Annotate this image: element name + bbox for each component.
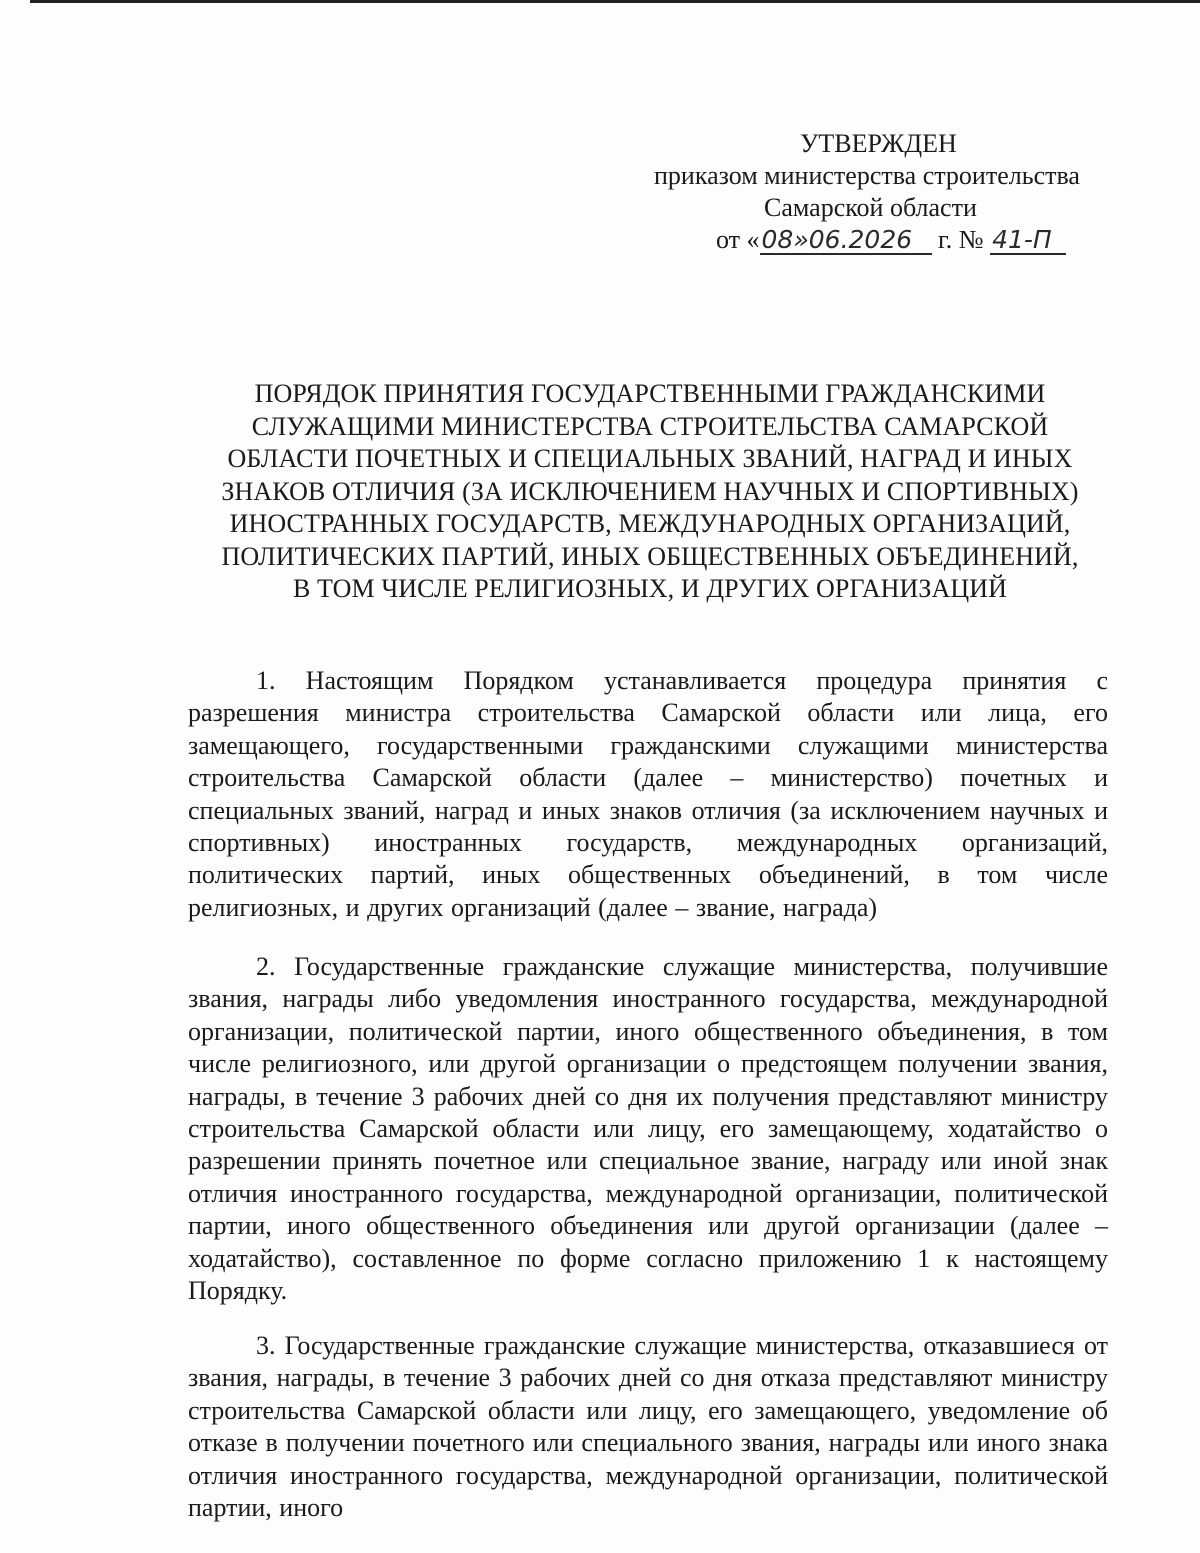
handwritten-date: 08»06.2026	[760, 227, 932, 255]
year-suffix: г. №	[938, 225, 984, 254]
title-line: ПОРЯДОК ПРИНЯТИЯ ГОСУДАРСТВЕННЫМИ ГРАЖДАНСКИМИ	[254, 379, 1046, 408]
order-date-number-line	[640, 224, 1120, 256]
title-line: ПОЛИТИЧЕСКИХ ПАРТИЙ, ИНЫХ ОБЩЕСТВЕННЫХ ОБЪЕДИНЕНИЙ,	[221, 541, 1079, 571]
scan-top-edge	[30, 0, 1200, 3]
title-line: ОБЛАСТИ ПОЧЕТНЫХ И СПЕЦИАЛЬНЫХ ЗВАНИЙ, НАГРАД И ИНЫХ	[227, 444, 1073, 473]
handwritten-order-number: 41-П	[990, 227, 1066, 255]
paragraph-1-block	[188, 665, 1108, 924]
date-prefix: от «	[716, 225, 760, 254]
title-line: СЛУЖАЩИМИ МИНИСТЕРСТВА СТРОИТЕЛЬСТВА САМАРСКОЙ	[251, 411, 1049, 441]
region-line: Самарской области	[764, 193, 977, 222]
approved-label: УТВЕРЖДЕН	[800, 129, 957, 158]
paragraph-3: 3. Государственные гражданские служащие министерства, отказавшиеся от звания, награды, в течение 3 рабочих дней со дня отказа представляют министру строительства Самарской области или лицу, его замещающего, уведомление об отказе в получении почетного или специального звания, награды или иного знака отличия иностранного государства, международной организации, политической партии, иного	[188, 1331, 1108, 1523]
paragraph-2-block	[188, 951, 1108, 1307]
document-title	[190, 378, 1110, 606]
approval-stamp-block	[640, 128, 1120, 256]
title-line: ЗНАКОВ ОТЛИЧИЯ (ЗА ИСКЛЮЧЕНИЕМ НАУЧНЫХ И СПОРТИВНЫХ)	[221, 476, 1079, 506]
paragraph-3-block	[188, 1330, 1108, 1524]
paragraph-2: 2. Государственные гражданские служащие министерства, получившие звания, награды либо уведомления иностранного государства, международной организации, политической партии, иного общественного объединения, в том числе религиозного, или другой организации о предстоящем получении звания, награды, в течение 3 рабочих дней со дня их получения представляют министру строительства Самарской области или лицу, его замещающему, ходатайство о разрешении принять почетное или специальное звание, награду или иной знак отличия иностранного государства, международной организации, политической партии, иного общественного объединения или другой организации (далее – ходатайство), составленное по форме согласно приложению 1 к настоящему Порядку.	[188, 952, 1108, 1306]
title-line: ИНОСТРАННЫХ ГОСУДАРСТВ, МЕЖДУНАРОДНЫХ ОРГАНИЗАЦИЙ,	[229, 509, 1071, 538]
order-line: приказом министерства строительства	[654, 161, 1080, 190]
paragraph-1: 1. Настоящим Порядком устанавливается процедура принятия с разрешения министра строительства Самарской области или лица, его замещающего, государственными гражданскими служащими министерства строительства Самарской области (далее – министерство) почетных и специальных званий, наград и иных знаков отличия (за исключением научных и спортивных) иностранных государств, международных организаций, политических партий, иных общественных объединений, в том числе религиозных, и других организаций (далее – звание, награда)	[188, 666, 1108, 922]
title-line: В ТОМ ЧИСЛЕ РЕЛИГИОЗНЫХ, И ДРУГИХ ОРГАНИЗАЦИЙ	[292, 574, 1008, 603]
